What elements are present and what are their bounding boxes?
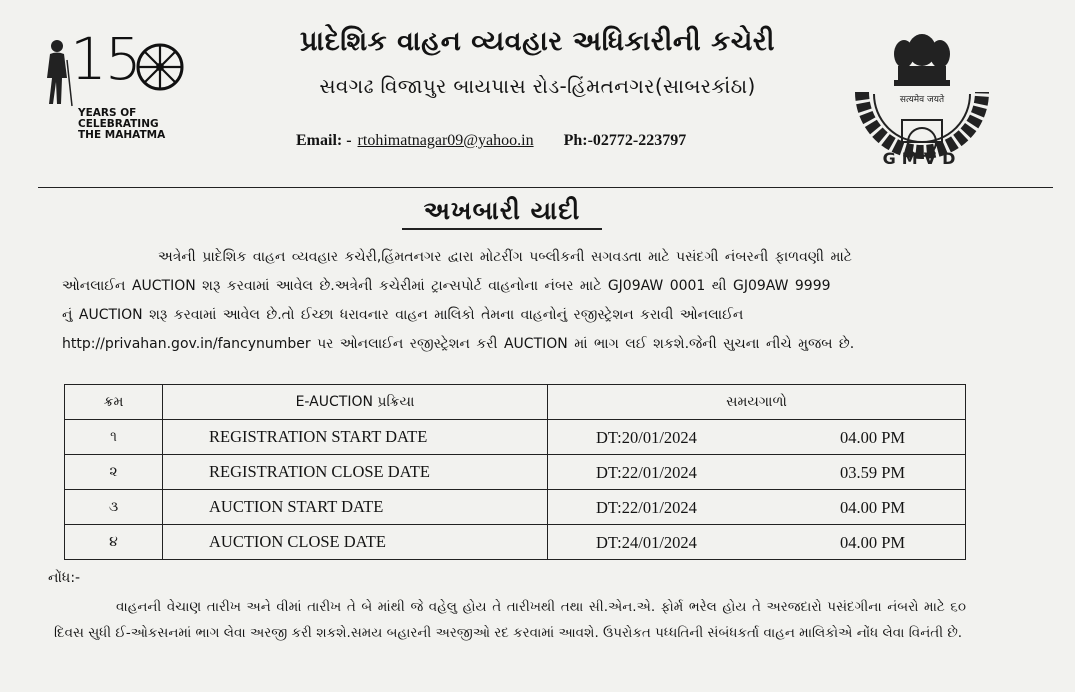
tagline-line: YEARS OF (78, 107, 137, 119)
body-line: ઓનલાઈન AUCTION શરૂ કરવામાં આવેલ છે.અત્રેની કચેરીમાં ટ્રાન્સપોર્ટ વાહનોના નંબર માટે GJ09AW 0001 થી GJ09AW 9999 (62, 278, 831, 294)
row-process: REGISTRATION CLOSE DATE (163, 455, 548, 490)
row-sr: ૪ (65, 525, 163, 560)
row-time: 03.59 PM (840, 463, 906, 482)
office-address: સવગઢ વિજાપુર બાયપાસ રોડ-હિંમતનગર(સાબરકાંઠા) (319, 74, 756, 98)
row-process: REGISTRATION START DATE (163, 420, 548, 455)
body-line: નું AUCTION શરૂ કરવામાં આવેલ છે.તો ઈચ્છા ધરાવનાર વાહન માલિકો તેમના વાહનોનું રજીસ્ટ્રેશન કરાવી ઓનલાઈન (62, 307, 744, 323)
email-label: Email: - (296, 132, 352, 149)
row-process: AUCTION START DATE (163, 490, 548, 525)
body-paragraph (62, 243, 967, 359)
row-date: DT:20/01/2024 (596, 428, 697, 447)
note-text: વાહનની વેચાણ તારીખ અને વીમાં તારીખ તે બે માંથી જે વહેલુ હોય તે તારીખથી તથા સી.એન.એ. ફોર્મ ભરેલ હોય તે અરજદારો પસંદગીના નંબરો માટે ૬૦ દિવસ સુધી ઈ-ઓકસનમાં ભાગ લેવા અરજી કરી શકશે.સમય બહારની અરજીઓ રદ કરવામાં આવશે. ઉપરોકત પધ્ધતિની સંબંધકર્તા વાહન માલિકોએ નોંધ લેવા વિનંતી છે. (54, 599, 966, 641)
row-time: 04.00 PM (840, 428, 906, 447)
table-row (65, 525, 966, 560)
header-process: E-AUCTION પ્રક્રિયા (163, 385, 548, 420)
note-paragraph (54, 594, 966, 646)
row-sr: ૧ (65, 420, 163, 455)
row-time: 04.00 PM (840, 533, 906, 552)
body-line: http://privahan.gov.in/fancynumber પર ઓનલાઈન રજીસ્ટ્રેશન કરી AUCTION માં ભાગ લઈ શકશે.જેની સુચના નીચે મુજબ છે. (62, 336, 855, 352)
row-schedule (548, 420, 966, 455)
emblem-motto: सत्यमेव जयते (899, 95, 945, 105)
logo-150-tagline (78, 108, 165, 141)
row-schedule (548, 455, 966, 490)
row-date: DT:24/01/2024 (596, 533, 697, 552)
table-header-row (65, 385, 966, 420)
logo-150-number: 15 (70, 25, 140, 93)
row-sr: ૨ (65, 455, 163, 490)
row-sr: ૩ (65, 490, 163, 525)
email-link[interactable]: rtohimatnagar09@yahoo.in (357, 132, 534, 149)
body-line-text: અત્રેની પ્રાદેશિક વાહન વ્યવહાર કચેરી,હિંમતનગર દ્વારા મોટરીંગ પબ્લીકની સગવડતા માટે પસંદગી નંબરની ફાળવણી માટે (158, 249, 852, 265)
tagline-line: THE MAHATMA (78, 129, 166, 141)
auction-schedule-table (64, 384, 966, 560)
header-divider (38, 187, 1053, 188)
tagline-line: CELEBRATING (78, 118, 159, 130)
note-label: નોંધ:- (48, 570, 81, 586)
row-process: AUCTION CLOSE DATE (163, 525, 548, 560)
row-schedule (548, 525, 966, 560)
row-date: DT:22/01/2024 (596, 498, 697, 517)
header-sr: ક્રમ (65, 385, 163, 420)
row-time: 04.00 PM (840, 498, 906, 517)
press-release-title: અખબારી યાદી (402, 196, 602, 230)
table-row (65, 455, 966, 490)
table-row (65, 490, 966, 525)
office-title: પ્રાદેશિક વાહન વ્યવહાર અધિકારીની કચેરી (300, 26, 775, 57)
contact-line (296, 132, 686, 150)
body-line (62, 243, 967, 272)
phone-number: Ph:-02772-223797 (563, 132, 687, 149)
emblem-ring-text: GMVD (882, 149, 962, 168)
table-row (65, 420, 966, 455)
row-date: DT:22/01/2024 (596, 463, 697, 482)
header-schedule: સમયગાળો (548, 385, 966, 420)
row-schedule (548, 490, 966, 525)
